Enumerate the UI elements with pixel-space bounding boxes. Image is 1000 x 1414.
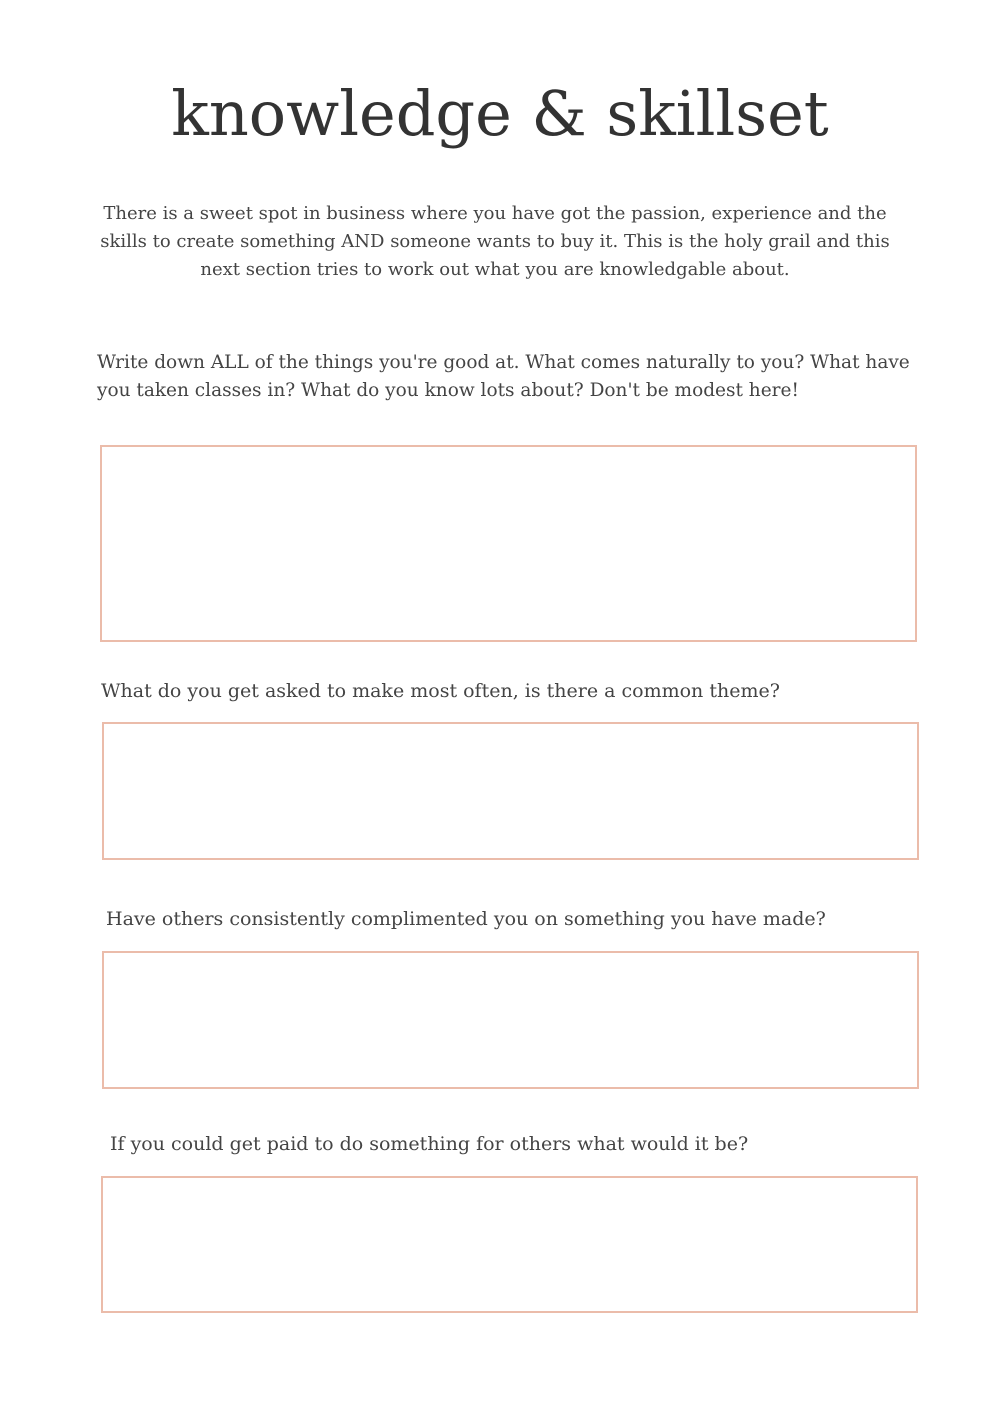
page-title: knowledge & skillset (171, 77, 829, 150)
common-theme-answer-box[interactable] (102, 722, 919, 860)
skills-answer-box[interactable] (100, 445, 917, 642)
question-skills-prompt: Write down ALL of the things you're good at. What comes naturally to you? What have you taken classes in? What do you know lots about? Don't be modest here! (97, 352, 910, 401)
paid-work-answer-box[interactable] (101, 1176, 918, 1313)
question-common-theme-prompt: What do you get asked to make most often, is there a common theme? (101, 680, 780, 702)
compliments-answer-box[interactable] (102, 951, 919, 1089)
intro-paragraph: There is a sweet spot in business where you have got the passion, experience and the skills to create something AND someone wants to buy it. This is the holy grail and this next section tries to work out what you are knowledgable about. (100, 203, 890, 280)
question-compliments-prompt: Have others consistently complimented you on something you have made? (106, 908, 826, 930)
question-paid-work-prompt: If you could get paid to do something for others what would it be? (110, 1133, 749, 1155)
